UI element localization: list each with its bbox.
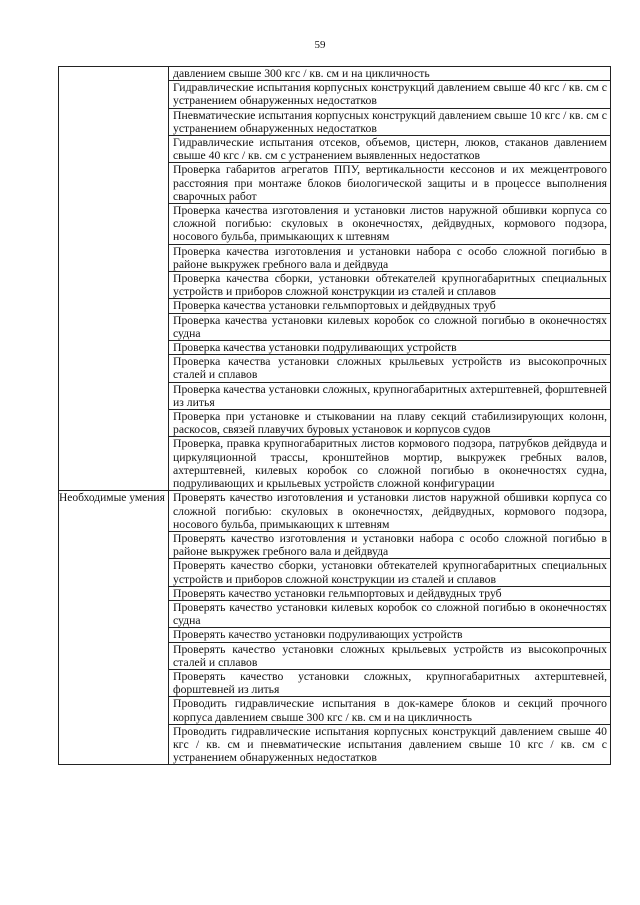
list-item: Проверять качество установки сложных крыльевых устройств из высокопрочных сталей и сплавов bbox=[169, 642, 610, 669]
list-item: Проверять качество изготовления и установки набора с особо сложной погибью в районе выкружек гребного вала и дейдвуда bbox=[169, 531, 610, 558]
list-item: Проверять качество установки сложных, крупногабаритных ахтерштевней, форштевней из литья bbox=[169, 669, 610, 696]
list-item: Проверка качества изготовления и установки листов наружной обшивки корпуса со сложной погибью: скуловых в оконечностях, дейдвудных, кормового подзора, носового бульба, примыкающих к штевням bbox=[169, 203, 610, 244]
list-item: Проверка габаритов агрегатов ППУ, вертикальности кессонов и их межцентрового расстояния при монтаже блоков биологической защиты и в процессе выполнения сварочных работ bbox=[169, 162, 610, 203]
section-items bbox=[169, 67, 611, 491]
page-number: 59 bbox=[314, 39, 326, 51]
list-item: Проверка при установке и стыковании на плаву секций стабилизирующих колонн, раскосов, связей плавучих буровых установок и корпусов судов bbox=[169, 409, 610, 436]
list-item: Пневматические испытания корпусных конструкций давлением свыше 10 кгс / кв. см с устранением обнаруженных недостатков bbox=[169, 108, 610, 135]
table-row-continued-actions bbox=[59, 67, 611, 491]
list-item: Проверка качества установки сложных, крупногабаритных ахтерштевней, форштевней из литья bbox=[169, 382, 610, 409]
list-item: Проверять качество установки килевых коробок со сложной погибью в оконечностях судна bbox=[169, 600, 610, 627]
list-item: Проверять качество установки гельмпортовых и дейдвудных труб bbox=[169, 586, 610, 600]
list-item: Проверка качества сборки, установки обтекателей крупногабаритных специальных устройств и приборов сложной конструкции из сталей и сплавов bbox=[169, 271, 610, 298]
list-item: Проводить гидравлические испытания в док-камере блоков и секций прочного корпуса давлением свыше 300 кгс / кв. см и на цикличность bbox=[169, 696, 610, 723]
list-item: Проверка качества изготовления и установки набора с особо сложной погибью в районе выкружек гребного вала и дейдвуда bbox=[169, 244, 610, 271]
list-item: Проверять качество сборки, установки обтекателей крупногабаритных специальных устройств и приборов сложной конструкции из сталей и сплавов bbox=[169, 558, 610, 585]
list-item: давлением свыше 300 кгс / кв. см и на цикличность bbox=[173, 67, 430, 80]
list-item: Проверка качества установки гельмпортовых и дейдвудных труб bbox=[169, 298, 610, 312]
list-item: Проводить гидравлические испытания корпусных конструкций давлением свыше 40 кгс / кв. см и пневматические испытания давлением свыше 10 кгс / кв. см с устранением обнаруженных недостатков bbox=[169, 724, 610, 765]
requirements-table bbox=[58, 66, 611, 765]
list-item: Гидравлические испытания отсеков, объемов, цистерн, люков, стаканов давлением свыше 40 кгс / кв. см с устранением выявленных недостатков bbox=[169, 135, 610, 162]
list-item: Проверять качество изготовления и установки листов наружной обшивки корпуса со сложной погибью: скуловых в оконечностях, дейдвудных, кормового подзора, носового бульба, примыкающих к штевням bbox=[173, 491, 607, 531]
list-item: Гидравлические испытания корпусных конструкций давлением свыше 40 кгс / кв. см с устранением обнаруженных недостатков bbox=[169, 80, 610, 107]
table-row-required-skills bbox=[59, 491, 611, 765]
list-item: Проверять качество установки подруливающих устройств bbox=[169, 627, 610, 641]
list-item: Проверка качества установки сложных крыльевых устройств из высокопрочных сталей и сплавов bbox=[169, 354, 610, 381]
section-label bbox=[59, 67, 169, 491]
section-items bbox=[169, 491, 611, 765]
list-item: Проверка качества установки подруливающих устройств bbox=[169, 340, 610, 354]
list-item: Проверка, правка крупногабаритных листов кормового подзора, патрубков дейдвуда и циркуляционной трассы, кронштейнов мортир, выкружек гребных валов, ахтерштевней, килевых коробок со сложной погибью в оконечностях судна, подруливающих и крыльевых устройств сложной конфигурации bbox=[169, 436, 610, 490]
section-label: Необходимые умения bbox=[59, 491, 169, 765]
list-item: Проверка качества установки килевых коробок со сложной погибью в оконечностях судна bbox=[169, 313, 610, 340]
